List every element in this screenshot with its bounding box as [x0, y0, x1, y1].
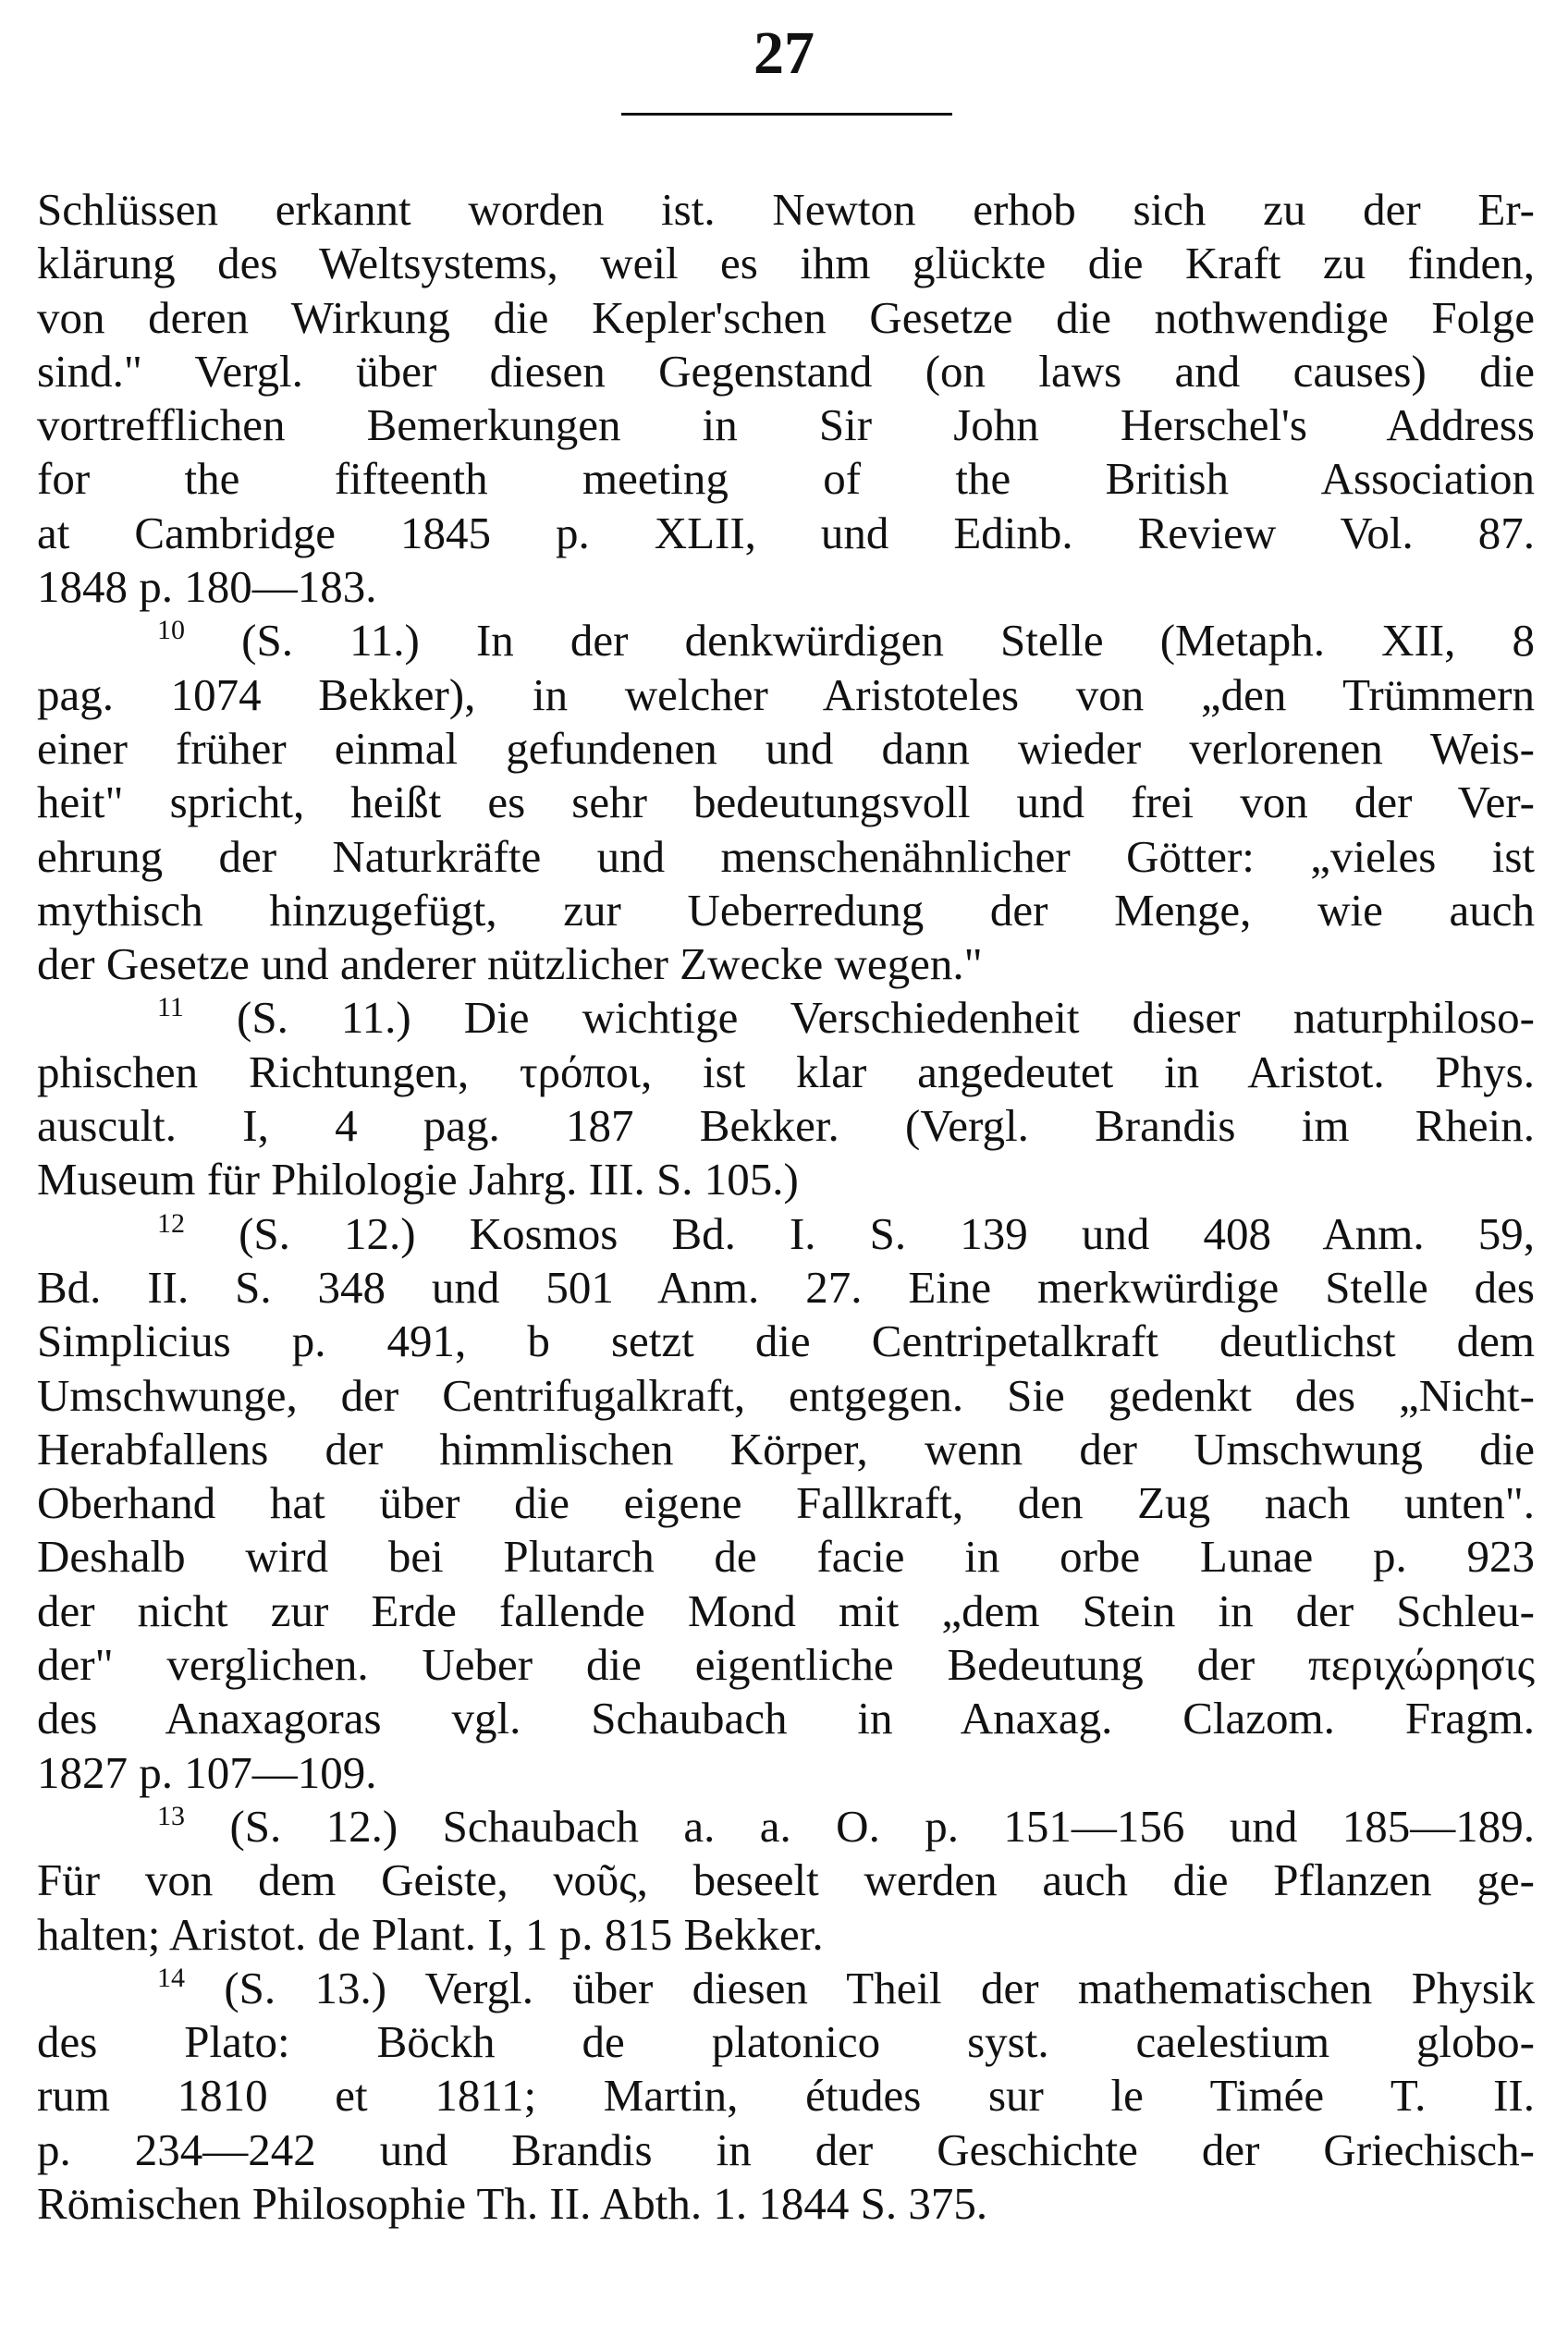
- line-text: der nicht zur Erde fallende Mond mit „dem Stein in der Schleu-: [37, 1585, 1535, 1636]
- header-rule: [621, 113, 952, 116]
- text-line: [37, 560, 1535, 614]
- text-line: [37, 1153, 1535, 1206]
- line-text: 1848 p. 180—183.: [37, 561, 377, 613]
- text-line: [37, 1585, 1535, 1638]
- line-text: heit" spricht, heißt es sehr bedeutungsvoll und frei von der Ver-: [37, 777, 1535, 828]
- text-line: [37, 1908, 1535, 1962]
- footnote-number: 13: [157, 1800, 185, 1831]
- text-line: [37, 1476, 1535, 1530]
- text-line: [37, 1638, 1535, 1692]
- footnote-start-line: [37, 1962, 1535, 2015]
- footnote-number: 10: [157, 615, 185, 646]
- text-line: [37, 2015, 1535, 2069]
- text-line: [37, 884, 1535, 937]
- footnote-start-line: [37, 614, 1535, 667]
- line-text: (S. 11.) Die wichtige Verschiedenheit dieser naturphiloso-: [237, 992, 1536, 1044]
- line-text: mythisch hinzugefügt, zur Ueberredung der Menge, wie auch: [37, 884, 1535, 936]
- text-line: [37, 1261, 1535, 1315]
- footnote-number: 14: [157, 1962, 185, 1993]
- footnote-number: 12: [157, 1207, 185, 1239]
- text-line: [37, 398, 1535, 452]
- line-text: Herabfallens der himmlischen Körper, wenn der Umschwung die: [37, 1423, 1535, 1474]
- text-line: [37, 1369, 1535, 1423]
- line-text: p. 234—242 und Brandis in der Geschichte der Griechisch-: [37, 2123, 1535, 2175]
- text-line: [37, 2069, 1535, 2123]
- body-text: [37, 183, 1535, 2231]
- line-text: Schlüssen erkannt worden ist. Newton erhob sich zu der Er-: [37, 184, 1535, 235]
- line-text: auscult. I, 4 pag. 187 Bekker. (Vergl. Brandis im Rhein.: [37, 1100, 1535, 1152]
- line-text: halten; Aristot. de Plant. I, 1 p. 815 Bekker.: [37, 1908, 824, 1960]
- text-line: [37, 830, 1535, 884]
- footnote-start-line: [37, 991, 1535, 1045]
- line-text: Für von dem Geiste, νοῦς, beseelt werden auch die Pflanzen ge-: [37, 1854, 1535, 1906]
- line-text: rum 1810 et 1811; Martin, études sur le Timée T. II.: [37, 2070, 1535, 2122]
- line-text: pag. 1074 Bekker), in welcher Aristoteles von „den Trümmern: [37, 668, 1535, 720]
- line-text: at Cambridge 1845 p. XLII, und Edinb. Review Vol. 87.: [37, 507, 1535, 558]
- line-text: Museum für Philologie Jahrg. III. S. 105.): [37, 1154, 799, 1205]
- line-text: Umschwunge, der Centrifugalkraft, entgegen. Sie gedenkt des „Nicht-: [37, 1369, 1535, 1421]
- line-text: Deshalb wird bei Plutarch de facie in orbe Lunae p. 923: [37, 1531, 1535, 1583]
- line-text: (S. 12.) Schaubach a. a. O. p. 151—156 und 185—189.: [229, 1800, 1536, 1852]
- line-text: (S. 12.) Kosmos Bd. I. S. 139 und 408 Anm. 59,: [239, 1207, 1535, 1259]
- line-text: vortrefflichen Bemerkungen in Sir John Herschel's Address: [37, 399, 1535, 451]
- text-line: [37, 1315, 1535, 1368]
- text-line: [37, 2123, 1535, 2177]
- line-text: der Gesetze und anderer nützlicher Zwecke wegen.": [37, 938, 983, 990]
- text-line: [37, 1046, 1535, 1099]
- text-line: [37, 183, 1535, 237]
- footnote-start-line: [37, 1207, 1535, 1261]
- line-text: des Plato: Böckh de platonico syst. caelestium globo-: [37, 2016, 1535, 2068]
- text-line: [37, 722, 1535, 776]
- page-number: 27: [753, 19, 815, 87]
- text-line: [37, 291, 1535, 345]
- line-text: (S. 11.) In der denkwürdigen Stelle (Metaph. XII, 8: [241, 615, 1535, 667]
- text-line: [37, 507, 1535, 560]
- line-text: (S. 13.) Vergl. über diesen Theil der mathematischen Physik: [224, 1962, 1536, 2013]
- text-line: [37, 2177, 1535, 2231]
- text-line: [37, 1530, 1535, 1584]
- line-text: 1827 p. 107—109.: [37, 1746, 377, 1798]
- text-line: [37, 1099, 1535, 1153]
- line-text: von deren Wirkung die Kepler'schen Gesetze die nothwendige Folge: [37, 291, 1535, 343]
- text-line: [37, 937, 1535, 991]
- line-text: einer früher einmal gefundenen und dann wieder verlorenen Weis-: [37, 722, 1535, 774]
- line-text: Simplicius p. 491, b setzt die Centripetalkraft deutlichst dem: [37, 1315, 1535, 1367]
- footnote-number: 11: [157, 992, 184, 1023]
- text-line: [37, 1746, 1535, 1800]
- text-line: [37, 1854, 1535, 1907]
- text-line: [37, 668, 1535, 722]
- line-text: des Anaxagoras vgl. Schaubach in Anaxag. Clazom. Fragm.: [37, 1693, 1535, 1744]
- line-text: Römischen Philosophie Th. II. Abth. 1. 1844 S. 375.: [37, 2177, 988, 2229]
- text-line: [37, 345, 1535, 398]
- line-text: der" verglichen. Ueber die eigentliche Bedeutung der περιχώρησις: [37, 1639, 1535, 1691]
- text-line: [37, 452, 1535, 506]
- line-text: klärung des Weltsystems, weil es ihm glückte die Kraft zu finden,: [37, 238, 1535, 289]
- footnote-start-line: [37, 1800, 1535, 1854]
- line-text: ehrung der Naturkräfte und menschenähnlicher Götter: „vieles ist: [37, 830, 1535, 882]
- line-text: phischen Richtungen, τρόποι, ist klar angedeutet in Aristot. Phys.: [37, 1046, 1535, 1097]
- text-line: [37, 1692, 1535, 1745]
- text-line: [37, 1423, 1535, 1476]
- line-text: sind." Vergl. über diesen Gegenstand (on laws and causes) die: [37, 345, 1535, 397]
- line-text: for the fifteenth meeting of the British Association: [37, 453, 1535, 505]
- line-text: Oberhand hat über die eigene Fallkraft, den Zug nach unten".: [37, 1477, 1535, 1529]
- line-text: Bd. II. S. 348 und 501 Anm. 27. Eine merkwürdige Stelle des: [37, 1261, 1535, 1313]
- text-line: [37, 776, 1535, 829]
- text-line: [37, 237, 1535, 290]
